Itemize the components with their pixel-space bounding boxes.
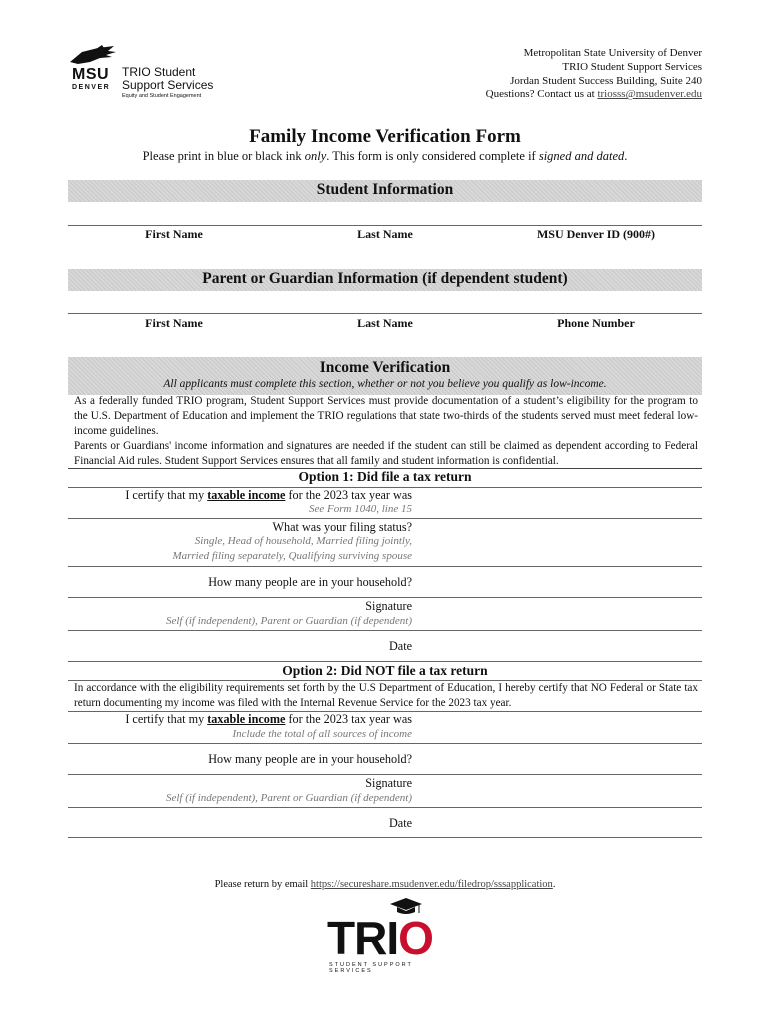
logo-trio-line2: Support Services <box>122 78 214 92</box>
address-line1: Metropolitan State University of Denver <box>523 47 702 59</box>
address-line4 <box>486 88 702 102</box>
address-line3: Jordan Student Success Building, Suite 240 <box>510 74 702 87</box>
income-paragraph-1: As a federally funded TRIO program, Student Support Services must provide documentation of a student’s eligibility for the program to the U.S. Department of Education and implement the TRIO regulations that state two-thirds of the students served must meet federal low-income guidelines. <box>74 395 698 437</box>
trio-letter-i: I <box>386 912 399 964</box>
option2-household-field[interactable] <box>68 774 702 775</box>
trio-subtitle: STUDENT SUPPORT SERVICES <box>329 962 413 974</box>
logo-tagline: Equity and Student Engagement <box>122 93 202 99</box>
parent-phone-label: Phone Number <box>557 316 635 330</box>
parent-section-title: Parent or Guardian Information (if dependent student) <box>202 270 568 287</box>
logo-msu-text: MSU <box>72 66 110 83</box>
subtitle-end: . <box>624 149 628 163</box>
option1-income-field[interactable] <box>68 518 702 519</box>
subtitle-part1: Please print in blue or black ink <box>142 149 305 163</box>
option1-income-suffix: for the 2023 tax year was <box>285 488 412 502</box>
option1-taxable-income: taxable income <box>207 488 286 502</box>
subtitle-only: only <box>304 149 327 163</box>
parent-fields-line[interactable] <box>68 313 702 314</box>
form-subtitle <box>0 149 770 164</box>
subtitle-signed: signed and dated <box>538 149 625 163</box>
option2-income-prefix: I certify that my <box>125 712 208 726</box>
option2-income-hint: Include the total of all sources of income <box>232 728 412 740</box>
subtitle-part2: . This form is only considered complete if <box>326 149 539 163</box>
option1-income-prefix: I certify that my <box>125 488 208 502</box>
option1-signature-hint: Self (if independent), Parent or Guardian (if dependent) <box>165 615 412 627</box>
option2-signature-label: Signature <box>365 776 412 790</box>
student-last-name-label: Last Name <box>357 227 413 241</box>
student-id-label: MSU Denver ID (900#) <box>536 227 656 241</box>
option1-income-question <box>125 488 412 503</box>
income-section-note: All applicants must complete this section, whether or not you believe you qualify as low-income. <box>163 378 607 390</box>
option2-income-question <box>125 712 412 727</box>
return-link[interactable]: https://secureshare.msudenver.edu/filedrop/sssapplication <box>310 879 553 890</box>
student-fields-line[interactable] <box>68 225 702 226</box>
option1-household-question: How many people are in your household? <box>208 575 412 589</box>
return-prefix: Please return by email <box>214 879 311 890</box>
option1-date-label: Date <box>388 639 412 653</box>
logo-trio-line1: TRIO Student <box>122 65 196 79</box>
trio-letters-tr: TR <box>327 912 387 964</box>
student-first-name-label: First Name <box>145 227 203 241</box>
trio-sss-logo <box>325 897 445 977</box>
logo-trio-text <box>122 66 222 92</box>
student-section-title: Student Information <box>316 181 454 198</box>
logo-denver-text: DENVER <box>72 84 111 91</box>
contact-prefix: Questions? Contact us at <box>485 88 598 101</box>
option2-paragraph: In accordance with the eligibility requirements set forth by the U.S Department of Education, I hereby certify that NO Federal or State tax return documenting my income was filed with the Internal Revenue Service for the 2023 tax year. <box>74 682 698 709</box>
parent-last-name-label: Last Name <box>357 316 413 330</box>
income-paragraph-2: Parents or Guardians' income information and signatures are needed if the student can still be claimed as dependent according to Federal Financial Aid rules. Student Support Services ensures that all family and student information is confidential. <box>74 440 698 467</box>
address-line2: TRIO Student Support Services <box>562 60 702 73</box>
option1-household-field[interactable] <box>68 597 702 598</box>
income-section-title: Income Verification <box>319 359 451 376</box>
trio-letter-o: O <box>398 912 433 964</box>
option2-income-suffix: for the 2023 tax year was <box>285 712 412 726</box>
option2-signature-field[interactable] <box>68 807 702 808</box>
return-instructions <box>0 879 770 890</box>
option1-signature-label: Signature <box>365 599 412 613</box>
return-suffix: . <box>552 879 556 890</box>
option2-income-field[interactable] <box>68 743 702 744</box>
option1-filing-status-question: What was your filing status? <box>272 520 412 534</box>
option1-signature-field[interactable] <box>68 630 702 631</box>
form-title: Family Income Verification Form <box>249 126 521 147</box>
parent-first-name-label: First Name <box>145 316 203 330</box>
option1-date-field[interactable] <box>68 661 702 662</box>
option1-filing-status-hint1: Single, Head of household, Married filing jointly, <box>194 535 412 547</box>
trio-wordmark <box>327 911 433 965</box>
msu-trio-logo <box>68 44 218 104</box>
option1-title: Option 1: Did file a tax return <box>298 469 472 484</box>
contact-email-link[interactable]: triosss@msudenver.edu <box>597 88 702 101</box>
header-address <box>486 47 702 102</box>
option2-title: Option 2: Did NOT file a tax return <box>282 663 488 678</box>
option2-signature-hint: Self (if independent), Parent or Guardian (if dependent) <box>165 792 412 804</box>
option2-household-question: How many people are in your household? <box>208 752 412 766</box>
option2-date-label: Date <box>388 816 412 830</box>
option2-taxable-income: taxable income <box>207 712 286 726</box>
option1-filing-status-hint2: Married filing separately, Qualifying surviving spouse <box>172 550 412 562</box>
option2-date-field[interactable] <box>68 837 702 838</box>
option1-income-hint: See Form 1040, line 15 <box>309 503 412 515</box>
option1-filing-status-field[interactable] <box>68 566 702 567</box>
